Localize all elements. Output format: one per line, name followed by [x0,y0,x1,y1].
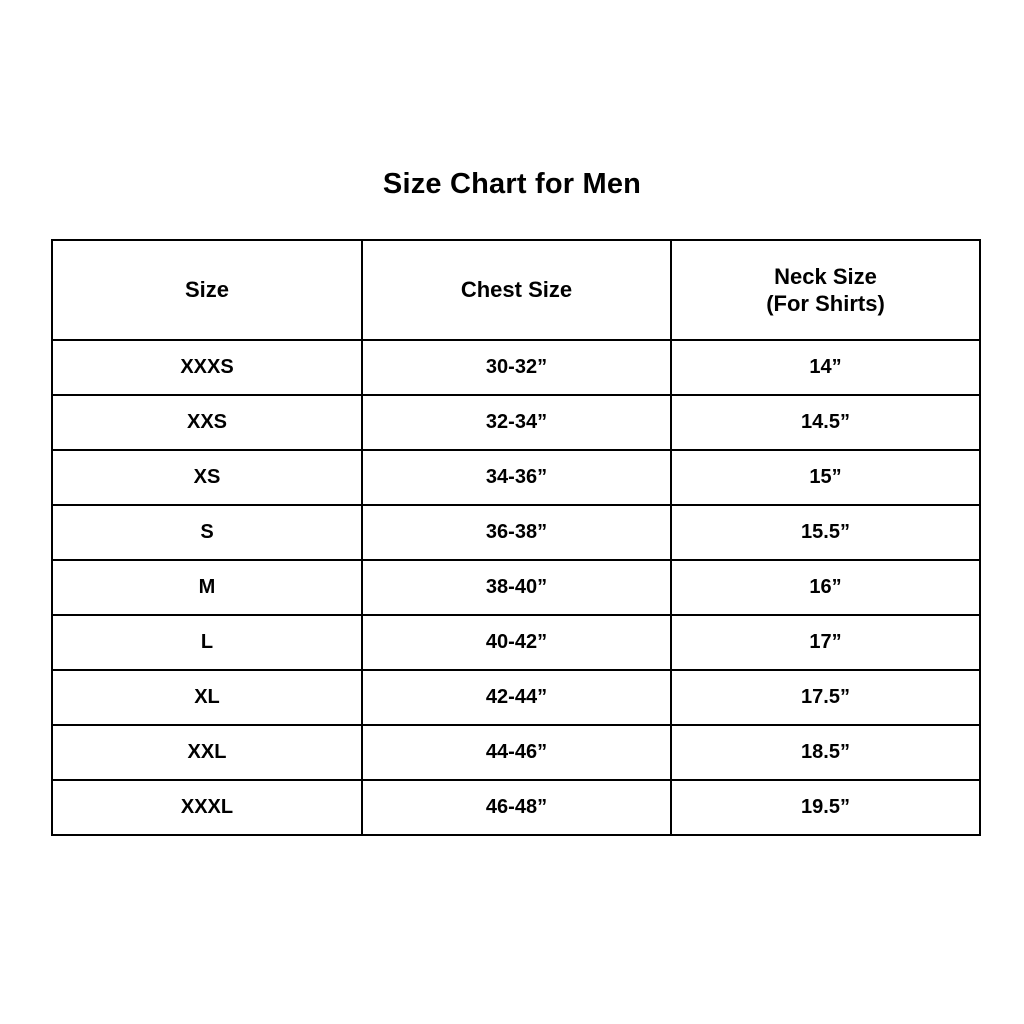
cell-size: M [52,560,362,615]
table-header [52,240,980,340]
table-row [52,505,980,560]
cell-chest: 36-38” [362,505,671,560]
cell-size: XXS [52,395,362,450]
table-body [52,340,980,835]
cell-neck: 14” [671,340,980,395]
cell-neck: 17” [671,615,980,670]
cell-neck: 17.5” [671,670,980,725]
cell-size: XXXS [52,340,362,395]
cell-size: XXL [52,725,362,780]
cell-neck: 14.5” [671,395,980,450]
cell-chest: 32-34” [362,395,671,450]
cell-chest: 38-40” [362,560,671,615]
column-header-neck-size-label: Neck Size [774,263,877,289]
cell-neck: 15.5” [671,505,980,560]
table-row [52,395,980,450]
cell-size: L [52,615,362,670]
cell-neck: 19.5” [671,780,980,835]
column-header-size-label: Size [184,277,230,303]
cell-chest: 46-48” [362,780,671,835]
column-header-neck-size-sublabel: (For Shirts) [766,291,885,316]
cell-chest: 34-36” [362,450,671,505]
cell-chest: 42-44” [362,670,671,725]
table-row [52,615,980,670]
cell-size: S [52,505,362,560]
table-header-row [52,240,980,340]
table-row [52,780,980,835]
table-row [52,725,980,780]
table-row [52,450,980,505]
column-header-chest-size [362,240,671,340]
cell-size: XS [52,450,362,505]
table-row [52,560,980,615]
cell-neck: 16” [671,560,980,615]
column-header-size [52,240,362,340]
column-header-neck-size [671,240,980,340]
table-row [52,340,980,395]
cell-chest: 44-46” [362,725,671,780]
size-chart-table [51,239,981,836]
cell-chest: 30-32” [362,340,671,395]
column-header-chest-size-label: Chest Size [460,277,573,303]
cell-neck: 18.5” [671,725,980,780]
page-title: Size Chart for Men [382,168,642,200]
cell-chest: 40-42” [362,615,671,670]
cell-neck: 15” [671,450,980,505]
table-row [52,670,980,725]
cell-size: XL [52,670,362,725]
cell-size: XXXL [52,780,362,835]
